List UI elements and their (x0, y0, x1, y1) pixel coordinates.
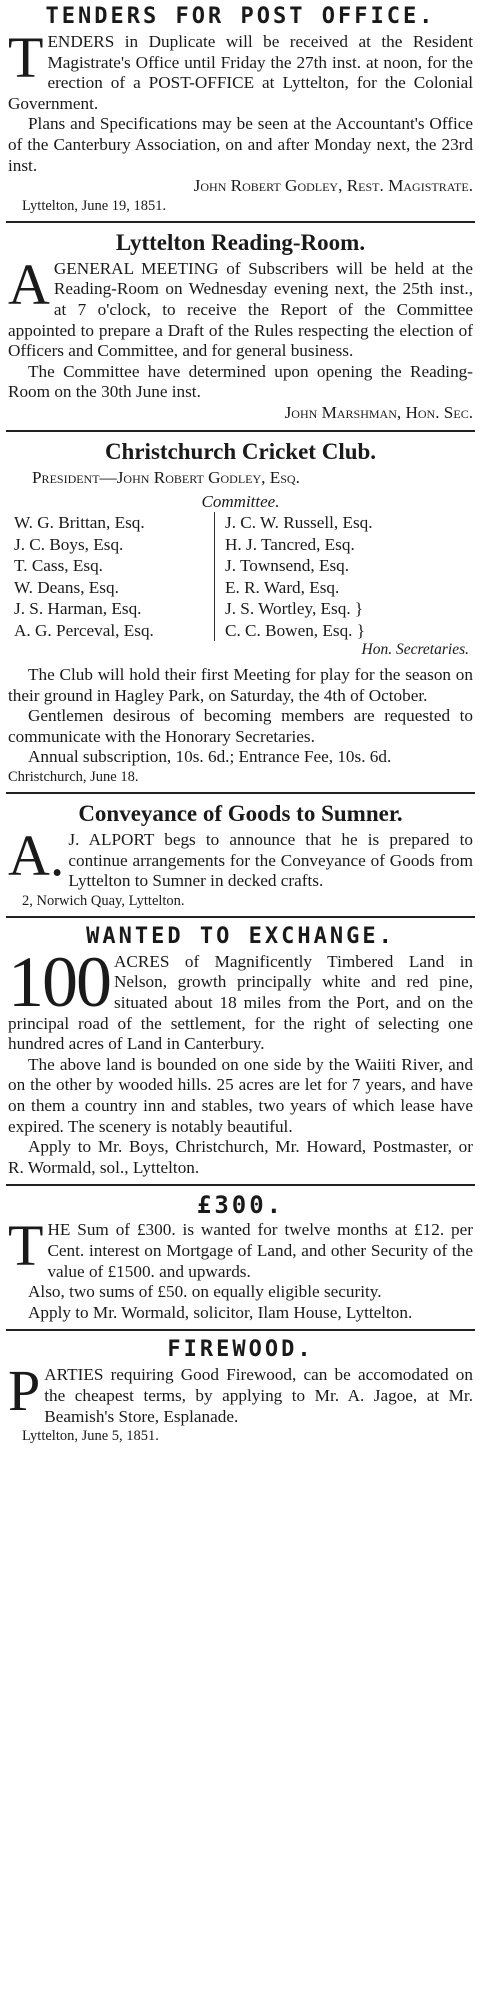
ad-loan (8, 1186, 473, 1329)
drop-cap: 100 (8, 941, 110, 1022)
committee-column-right (215, 512, 373, 641)
ad-signature: John Robert Godley, Rest. Magistrate. (193, 176, 473, 196)
ad-body: Gentlemen desirous of becoming members are requested to communicate with the Honorary Secretaries. (8, 706, 473, 746)
ad-date: Lyttelton, June 5, 1851. (22, 1428, 159, 1445)
ad-heading: TENDERS FOR POST OFFICE. (45, 4, 436, 29)
ad-heading: Lyttelton Reading-Room. (115, 229, 366, 255)
ad-president: President—John Robert Godley, Esq. (32, 467, 300, 487)
committee-label: Committee. (201, 492, 280, 512)
ad-tenders (8, 0, 473, 221)
ad-body: A. J. ALPORT begs to announce that he is prepared to continue arrangements for the Conveyance of Goods from Lyttelton to Sumner in decked crafts. (8, 823, 473, 891)
secretaries-label: Hon. Secretaries. (361, 641, 469, 659)
ad-heading: WANTED TO EXCHANGE. (86, 923, 395, 949)
drop-cap: A (8, 251, 50, 317)
ad-heading: £300. (196, 1191, 285, 1220)
ad-body: Annual subscription, 10s. 6d.; Entrance Fee, 10s. 6d. (28, 747, 392, 767)
ad-body: PARTIES requiring Good Firewood, can be accomodated on the cheapest terms, by applying to Mr. A. Jagoe, at Mr. Beamish's Store, Esplanade. (8, 1358, 473, 1426)
ad-date: Lyttelton, June 19, 1851. (22, 197, 167, 214)
committee-member: H. J. Tancred, Esq. (225, 534, 355, 554)
ad-body: 100 ACRES of Magnificently Timbered Land in Nelson, growth principally white and red pine, situated about 18 miles from the Port, and on the principal road of the settlement, for the right of selecting one hundred acres of Land in Canterbury. (8, 941, 473, 1054)
ad-date: Christchurch, June 18. (8, 769, 139, 786)
drop-cap: P (8, 1358, 41, 1424)
committee-member: T. Cass, Esq. (14, 556, 103, 576)
ad-heading: FIREWOOD. (167, 1337, 314, 1363)
ad-heading: Conveyance of Goods to Sumner. (78, 801, 403, 827)
ad-wanted-to-exchange (8, 918, 473, 1185)
committee-member: W. G. Brittan, Esq. (14, 513, 145, 533)
ad-body: Apply to Mr. Boys, Christchurch, Mr. Howard, Postmaster, or R. Wormald, sol., Lyttelton. (8, 1137, 473, 1177)
committee-member: J. S. Wortley, Esq. } (225, 599, 364, 619)
committee-column-left (8, 512, 215, 641)
drop-cap: T (8, 25, 44, 90)
ad-address: 2, Norwich Quay, Lyttelton. (22, 892, 185, 909)
committee-member: A. G. Perceval, Esq. (14, 620, 154, 640)
ad-body: Apply to Mr. Wormald, solicitor, Ilam House, Lyttelton. (28, 1302, 413, 1322)
ad-firewood (8, 1331, 473, 1445)
committee-member: C. C. Bowen, Esq. } (225, 620, 366, 640)
committee-member: J. C. Boys, Esq. (14, 534, 124, 554)
ad-body: The above land is bounded on one side by the Waiiti River, and on the other by wooded hills. 25 acres are let for 7 years, and have on them a country inn and stables, two years of which lease have expired. The scenery is notably beautiful. (8, 1054, 473, 1136)
committee-member: J. S. Harman, Esq. (14, 599, 142, 619)
drop-cap: A. (8, 823, 65, 889)
ad-reading-room (8, 223, 473, 430)
ad-body: The Club will hold their first Meeting for play for the season on their ground in Hagley Park, on Saturday, the 4th of October. (8, 665, 473, 705)
committee-member: E. R. Ward, Esq. (225, 577, 340, 597)
ad-heading: Christchurch Cricket Club. (104, 438, 377, 464)
committee-member: J. Townsend, Esq. (225, 556, 350, 576)
ad-body: AGENERAL MEETING of Subscribers will be held at the Reading-Room on Wednesday evening next, the 25th inst., at 7 o'clock, to receive the Report of the Committee appointed to prepare a Draft of the Rules respecting the election of Officers and Committee, and for general business. (8, 251, 473, 361)
committee-member: J. C. W. Russell, Esq. (225, 513, 373, 533)
committee-member: W. Deans, Esq. (14, 577, 119, 597)
ad-body: Plans and Specifications may be seen at the Accountant's Office of the Canterbury Association, on and after Monday next, the 23rd inst. (8, 114, 473, 175)
committee-list (8, 512, 473, 641)
ad-signature: John Marshman, Hon. Sec. (284, 402, 473, 422)
ad-body: The Committee have determined upon opening the Reading-Room on the 30th June inst. (8, 361, 473, 402)
drop-cap: T (8, 1213, 44, 1279)
ad-body: THE Sum of £300. is wanted for twelve months at £12. per Cent. interest on Mortgage of Land, and other Security of the value of £1500. and upwards. (8, 1213, 473, 1281)
ad-body: TENDERS in Duplicate will be received at the Resident Magistrate's Office until Friday the 27th inst. at noon, for the erection of a POST-OFFICE at Lyttelton, for the Colonial Government. (8, 25, 473, 113)
ad-cricket-club (8, 432, 473, 793)
ad-conveyance (8, 794, 473, 916)
ad-body: Also, two sums of £50. on equally eligible security. (28, 1282, 382, 1302)
